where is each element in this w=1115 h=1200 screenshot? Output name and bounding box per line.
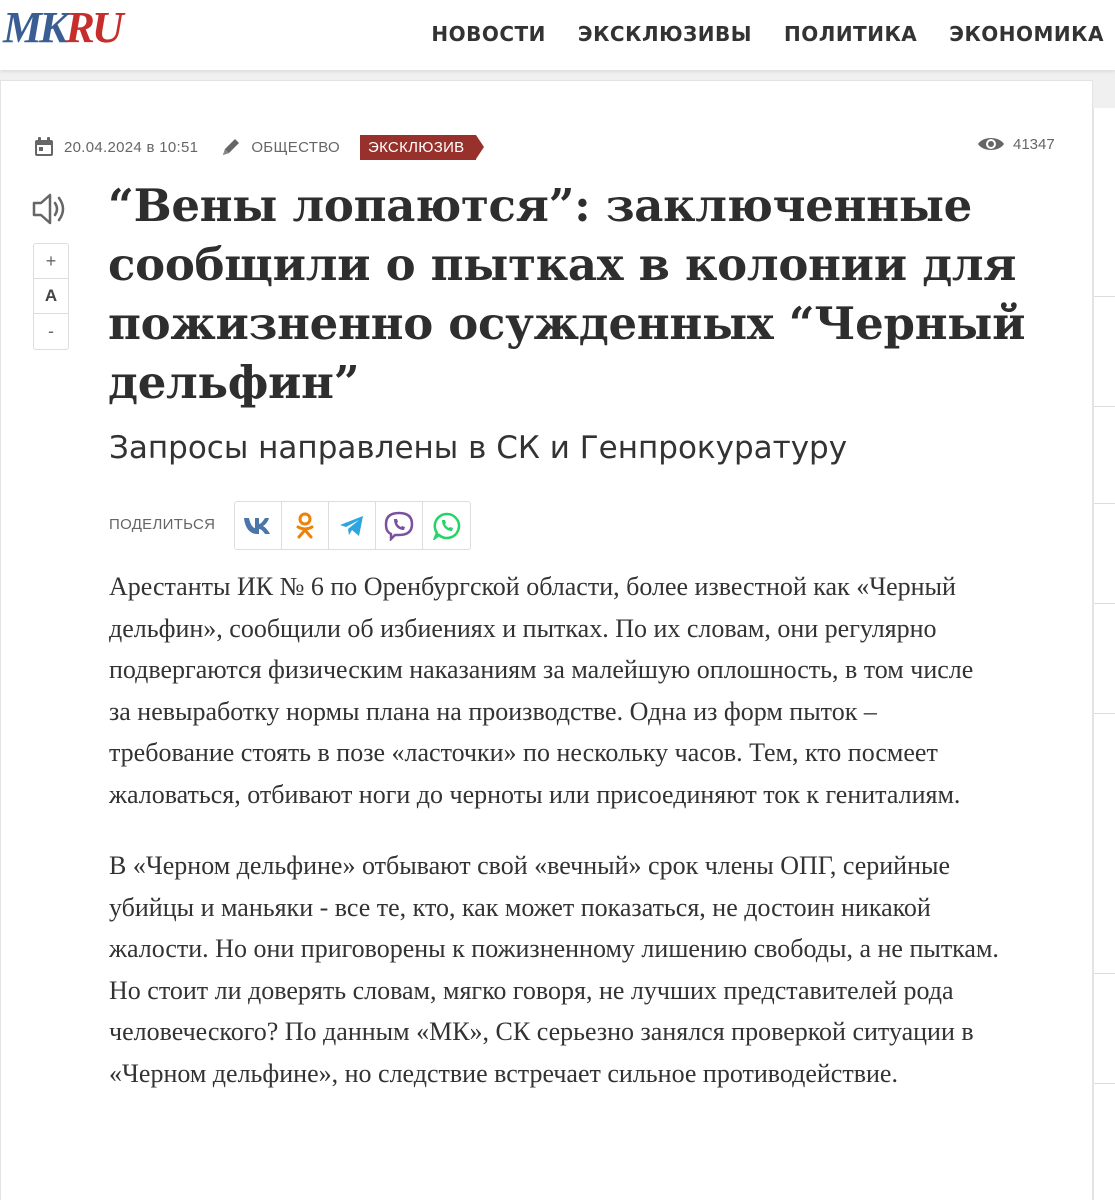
article-body — [109, 566, 999, 1124]
share-ok-button[interactable] — [282, 502, 329, 549]
odnoklassniki-icon — [295, 512, 315, 540]
sidebar-divider — [1094, 1083, 1115, 1084]
site-logo[interactable] — [3, 2, 143, 54]
main-nav — [431, 22, 1115, 46]
share-telegram-button[interactable] — [329, 502, 376, 549]
article-paragraph: В «Черном дельфине» отбывают свой «вечный» срок члены ОПГ, серийные убийцы и маньяки - все те, кто, как может показаться, не достоин никакой жалости. Но они приговорены к пожизненному лишению свободы, а не пыткам. Но стоит ли доверять словам, мягко говоря, не лучших представителей рода человеческого? По данным «МК», СК серьезно занялся проверкой ситуации в «Черном дельфине», но следствие встречает сильное противодействие. — [109, 851, 999, 1088]
views-number: 41347 — [1013, 135, 1055, 153]
viber-icon — [384, 511, 414, 541]
listen-button[interactable] — [31, 190, 73, 228]
sidebar-divider — [1094, 713, 1115, 714]
article-meta — [33, 135, 476, 159]
font-reset-button[interactable]: A — [34, 279, 68, 314]
publish-date — [33, 136, 198, 158]
rubric-label: ОБЩЕСТВО — [251, 138, 340, 156]
nav-politics[interactable]: ПОЛИТИКА — [783, 22, 918, 46]
sidebar-divider — [1094, 973, 1115, 974]
font-increase-button[interactable]: + — [34, 244, 68, 279]
font-size-control — [33, 243, 69, 350]
share-whatsapp-button[interactable] — [423, 502, 470, 549]
share-buttons — [234, 501, 471, 550]
logo-part-mk: MK — [3, 3, 66, 52]
site-header — [0, 0, 1115, 70]
pencil-icon — [220, 136, 242, 158]
calendar-icon — [33, 136, 55, 158]
speaker-icon — [31, 190, 73, 228]
vk-icon — [243, 516, 273, 536]
share-label: ПОДЕЛИТЬСЯ — [109, 516, 216, 533]
right-sidebar — [1093, 108, 1115, 1200]
sidebar-divider — [1094, 406, 1115, 407]
telegram-icon — [339, 515, 365, 537]
share-viber-button[interactable] — [376, 502, 423, 549]
logo-part-ru: RU — [65, 3, 121, 52]
whatsapp-icon — [433, 512, 461, 540]
exclusive-badge[interactable]: ЭКСКЛЮЗИВ — [360, 135, 476, 160]
font-decrease-button[interactable]: - — [48, 321, 54, 341]
nav-news[interactable]: НОВОСТИ — [431, 22, 546, 46]
share-vk-button[interactable] — [235, 502, 282, 549]
article-title: “Вены лопаются”: заключенные сообщили о пытках в колонии для пожизненно осужденных “Черный дельфин” — [108, 179, 1026, 409]
view-count — [977, 135, 1055, 153]
sidebar-divider — [1094, 503, 1115, 504]
rubric[interactable] — [220, 136, 340, 158]
article-subtitle: Запросы направлены в СК и Генпрокуратуру — [109, 430, 848, 466]
eye-icon — [977, 135, 1005, 153]
date-text: 20.04.2024 в 10:51 — [64, 138, 199, 156]
article-paragraph: Арестанты ИК № 6 по Оренбургской области, более известной как «Черный дельфин», сообщили об избиениях и пытках. По их словам, они регулярно подвергаются физическим наказаниям за малейшую оплошность, в том числе за невыработку нормы плана на производстве. Одна из форм пыток – требование стоять в позе «ласточки» по нескольку часов. Тем, кто посмеет жаловаться, отбивают ноги до черноты или присоединяют ток к гениталиям. — [109, 572, 974, 809]
sidebar-divider — [1094, 296, 1115, 297]
nav-economy[interactable]: ЭКОНОМИКА — [949, 22, 1104, 46]
nav-exclusives[interactable]: ЭКСКЛЮЗИВЫ — [577, 22, 752, 46]
sidebar-divider — [1094, 603, 1115, 604]
